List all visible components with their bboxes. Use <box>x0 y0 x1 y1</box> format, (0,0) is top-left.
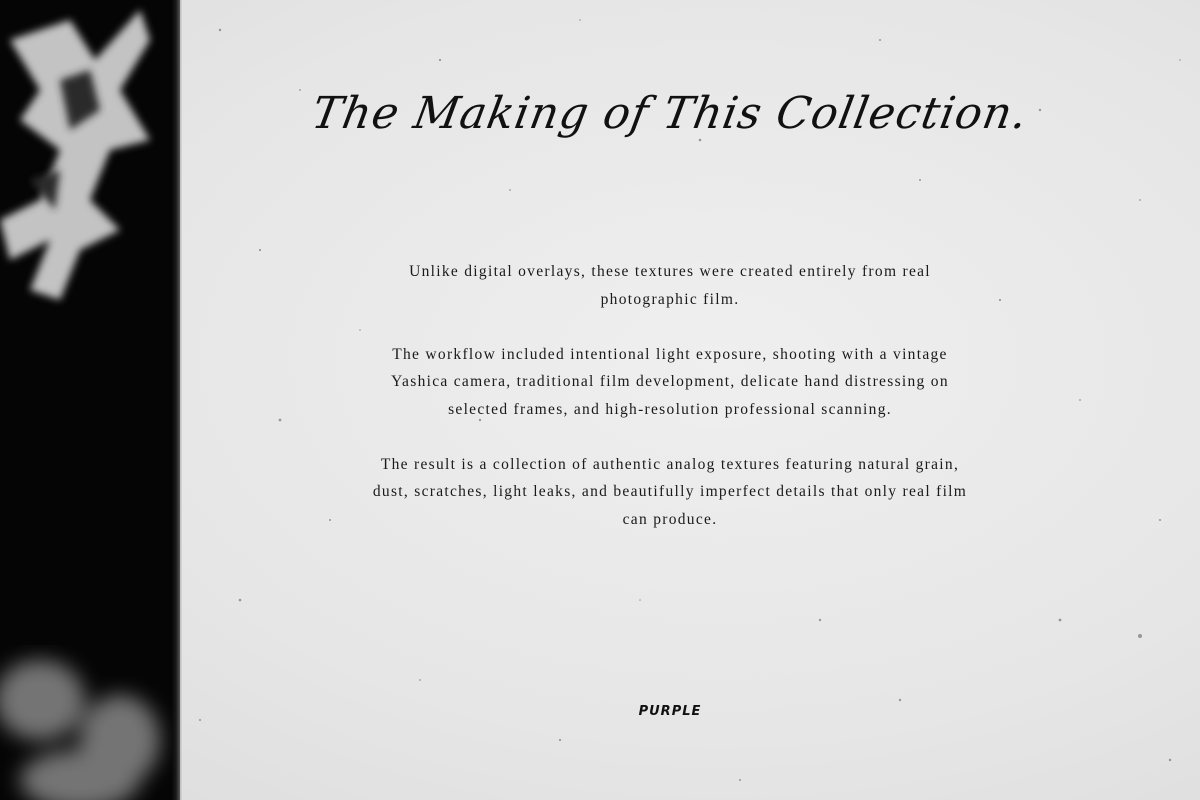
brand-logo: PURPLE <box>638 704 702 719</box>
paragraph-2: The workflow included intentional light exposure, shooting with a vintage Yashica camera, traditional film development, delicate hand distressing on selected frames, and high-resolution professional scanning. <box>391 345 949 418</box>
film-strip-image <box>0 0 180 800</box>
film-strip-art <box>0 0 180 800</box>
content <box>240 0 1100 800</box>
page-title: The Making of This Collection. <box>308 88 1032 139</box>
paragraph-1: Unlike digital overlays, these textures were created entirely from real photographic film. <box>409 263 931 308</box>
paragraph-3: The result is a collection of authentic analog textures featuring natural grain, dust, scratches, light leaks, and beautifully imperfect details that only real film can produce. <box>372 455 968 528</box>
film-edge <box>172 0 182 800</box>
body-text <box>370 258 970 561</box>
